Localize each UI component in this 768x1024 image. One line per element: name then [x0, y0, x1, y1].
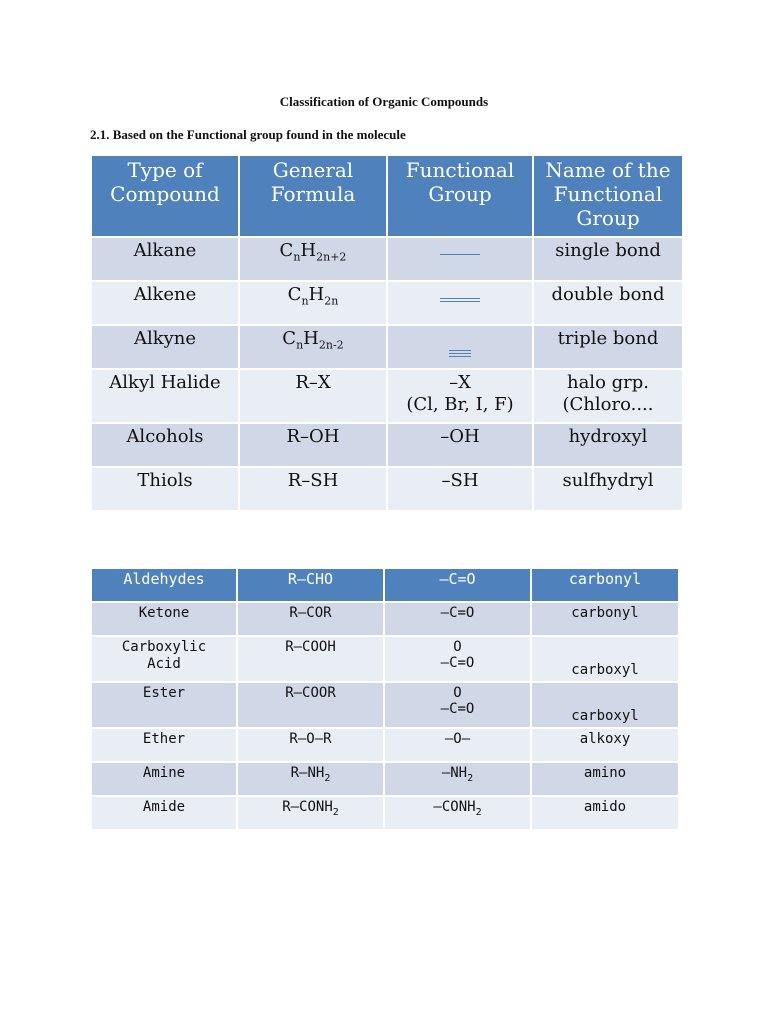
table-row	[91, 636, 679, 682]
compound-type: Thiols	[91, 467, 239, 511]
general-formula: R–OH	[239, 423, 387, 467]
general-formula: R–COR	[237, 602, 384, 636]
group-name: amino	[531, 762, 679, 796]
functional-group: –OH	[387, 423, 533, 467]
functional-group: $-CONH_2$	[384, 796, 531, 830]
general-formula: $R-CONH_2$	[237, 796, 384, 830]
functional-group	[387, 281, 533, 325]
table-row	[91, 325, 683, 369]
page-title: Classification of Organic Compounds	[279, 94, 489, 109]
header-cell: Type of Compound	[91, 155, 239, 237]
table-row	[91, 237, 683, 281]
general-formula: R–CHO	[237, 568, 384, 602]
table-row	[91, 281, 683, 325]
group-name: triple bond	[533, 325, 683, 369]
group-name: single bond	[533, 237, 683, 281]
table-row	[91, 602, 679, 636]
functional-group	[387, 325, 533, 369]
general-formula: $C_nH_{2n}$	[239, 281, 387, 325]
functional-group: –C=O	[384, 568, 531, 602]
compound-type: Alkane	[91, 237, 239, 281]
general-formula: R–O–R	[237, 728, 384, 762]
group-name: carbonyl	[531, 568, 679, 602]
functional-group: –SH	[387, 467, 533, 511]
table-row	[91, 796, 679, 830]
table-row	[91, 682, 679, 728]
functional-group	[387, 237, 533, 281]
compound-type: Carboxylic Acid	[91, 636, 237, 682]
group-name: alkoxy	[531, 728, 679, 762]
functional-group: –O–	[384, 728, 531, 762]
group-name: amido	[531, 796, 679, 830]
table-row	[91, 369, 683, 423]
compound-type: Alkyl Halide	[91, 369, 239, 423]
compound-type: Ether	[91, 728, 237, 762]
functional-group: O –C=O	[384, 636, 531, 682]
double-bond-symbol	[440, 298, 480, 304]
table-row	[91, 423, 683, 467]
table-row	[91, 467, 683, 511]
general-formula: $R-NH_2$	[237, 762, 384, 796]
compound-type: Aldehydes	[91, 568, 237, 602]
general-formula: $C_nH_{2n-2}$	[239, 325, 387, 369]
group-name: sulfhydryl	[533, 467, 683, 511]
header-cell: General Formula	[239, 155, 387, 237]
functional-group: O –C=O	[384, 682, 531, 728]
table-header-row	[91, 155, 683, 237]
group-name: carbonyl	[531, 602, 679, 636]
compound-type: Ketone	[91, 602, 237, 636]
table-row	[91, 728, 679, 762]
table-header-row	[91, 568, 679, 602]
triple-bond-symbol	[449, 350, 471, 359]
functional-group-table-2	[90, 567, 680, 831]
functional-group-table-1	[90, 154, 684, 512]
compound-type: Amine	[91, 762, 237, 796]
general-formula: R–COOR	[237, 682, 384, 728]
functional-group: –X (Cl, Br, I, F)	[387, 369, 533, 423]
group-name: carboxyl	[531, 636, 679, 682]
header-cell: Functional Group	[387, 155, 533, 237]
compound-type: Alkyne	[91, 325, 239, 369]
group-name: halo grp. (Chloro....	[533, 369, 683, 423]
general-formula: R–X	[239, 369, 387, 423]
compound-type: Amide	[91, 796, 237, 830]
group-name: double bond	[533, 281, 683, 325]
general-formula: R–SH	[239, 467, 387, 511]
single-bond-symbol	[440, 254, 480, 257]
functional-group: –C=O	[384, 602, 531, 636]
section-heading: 2.1. Based on the Functional group found in the molecule	[90, 127, 406, 142]
compound-type: Alcohols	[91, 423, 239, 467]
general-formula: R–COOH	[237, 636, 384, 682]
table-row	[91, 762, 679, 796]
header-cell: Name of the Functional Group	[533, 155, 683, 237]
general-formula: $C_nH_{2n+2}$	[239, 237, 387, 281]
compound-type: Ester	[91, 682, 237, 728]
functional-group: $-NH_2$	[384, 762, 531, 796]
group-name: hydroxyl	[533, 423, 683, 467]
group-name: carboxyl	[531, 682, 679, 728]
compound-type: Alkene	[91, 281, 239, 325]
